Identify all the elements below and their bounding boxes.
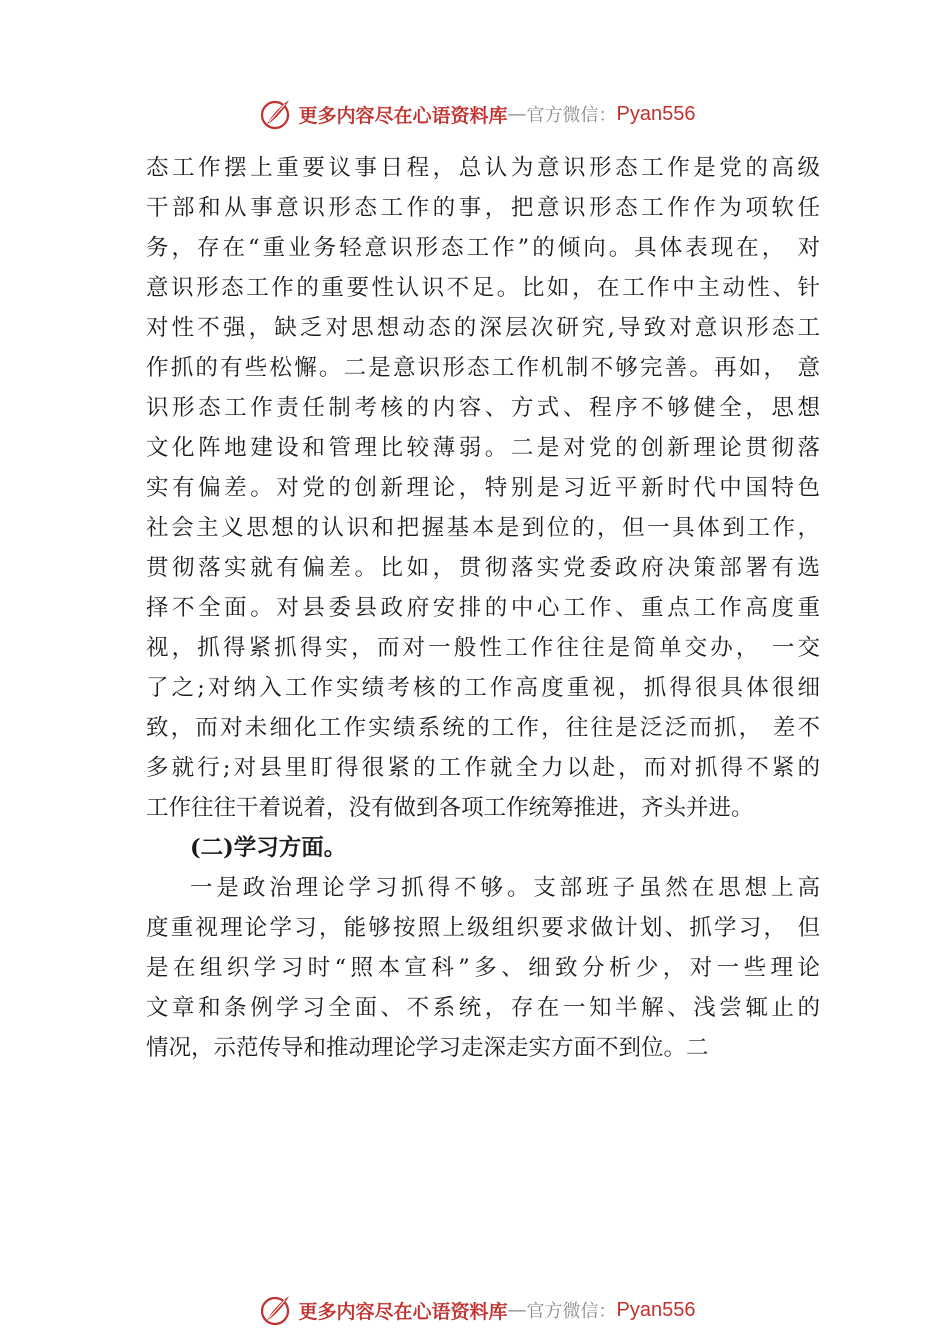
- text-line: 识形态工作责任制考核的内容、方式、程序不够健全，思想: [146, 395, 820, 421]
- banner-dash: —: [507, 1299, 527, 1321]
- banner-dash: —: [507, 103, 527, 125]
- text-line: 文章和条例学习全面、不系统，存在一知半解、浅尝辄止的: [146, 995, 820, 1021]
- banner-wechat-label: 官方微信：: [526, 105, 617, 126]
- text-line: 干部和从事意识形态工作的事，把意识形态工作作为项软任: [146, 195, 820, 221]
- banner-wechat-id: Pyan556: [616, 1298, 696, 1321]
- quill-logo-icon: [255, 94, 295, 134]
- section-heading: (二)学习方面。: [190, 835, 347, 861]
- text-line: 意识形态工作的重要性认识不足。比如，在工作中主动性、针: [146, 275, 820, 301]
- header-banner: [0, 92, 950, 136]
- text-line: 致，而对未细化工作实绩系统的工作，往往是泛泛而抓， 差不: [146, 715, 820, 741]
- quill-logo-icon: [255, 1290, 295, 1330]
- text-line: 视，抓得紧抓得实，而对一般性工作往往是简单交办， 一交: [146, 635, 820, 661]
- text-line: 情况，示范传导和推动理论学习走深走实方面不到位。二: [146, 1035, 709, 1061]
- banner-title: 更多内容尽在心语资料库: [298, 1300, 508, 1323]
- document-body: [146, 148, 820, 1068]
- text-line: 实有偏差。对党的创新理论，特别是习近平新时代中国特色: [146, 475, 820, 501]
- paragraph-ideology: [146, 148, 820, 828]
- text-line: 择不全面。对县委县政府安排的中心工作、重点工作高度重: [146, 595, 820, 621]
- paragraph-study: [146, 868, 820, 1068]
- text-line: 一是政治理论学习抓得不够。支部班子虽然在思想上高: [190, 875, 820, 901]
- banner-wechat-id: Pyan556: [616, 102, 696, 125]
- text-line: 社会主义思想的认识和把握基本是到位的，但一具体到工作，: [146, 515, 820, 541]
- text-line: 工作往往干着说着，没有做到各项工作统筹推进，齐头并进。: [146, 795, 754, 821]
- text-line: 务，存在“重业务轻意识形态工作”的倾向。具体表现在， 对: [146, 235, 820, 261]
- text-line: 了之;对纳入工作实绩考核的工作高度重视，抓得很具体很细: [146, 675, 820, 701]
- text-line: 作抓的有些松懈。二是意识形态工作机制不够完善。再如， 意: [146, 355, 820, 381]
- text-line: 文化阵地建设和管理比较薄弱。二是对党的创新理论贯彻落: [146, 435, 820, 461]
- text-line: 度重视理论学习，能够按照上级组织要求做计划、抓学习， 但: [146, 915, 820, 941]
- text-line: 是在组织学习时“照本宣科”多、细致分析少，对一些理论: [146, 955, 820, 981]
- banner-wechat-label: 官方微信：: [526, 1301, 617, 1322]
- footer-banner: [0, 1288, 950, 1332]
- banner-title: 更多内容尽在心语资料库: [298, 104, 508, 127]
- text-line: 对性不强，缺乏对思想动态的深层次研究,导致对意识形态工: [146, 315, 820, 341]
- text-line: 贯彻落实就有偏差。比如，贯彻落实党委政府决策部署有选: [146, 555, 820, 581]
- text-line: 多就行;对县里盯得很紧的工作就全力以赴，而对抓得不紧的: [146, 755, 820, 781]
- text-line: 态工作摆上重要议事日程，总认为意识形态工作是党的高级: [146, 155, 820, 181]
